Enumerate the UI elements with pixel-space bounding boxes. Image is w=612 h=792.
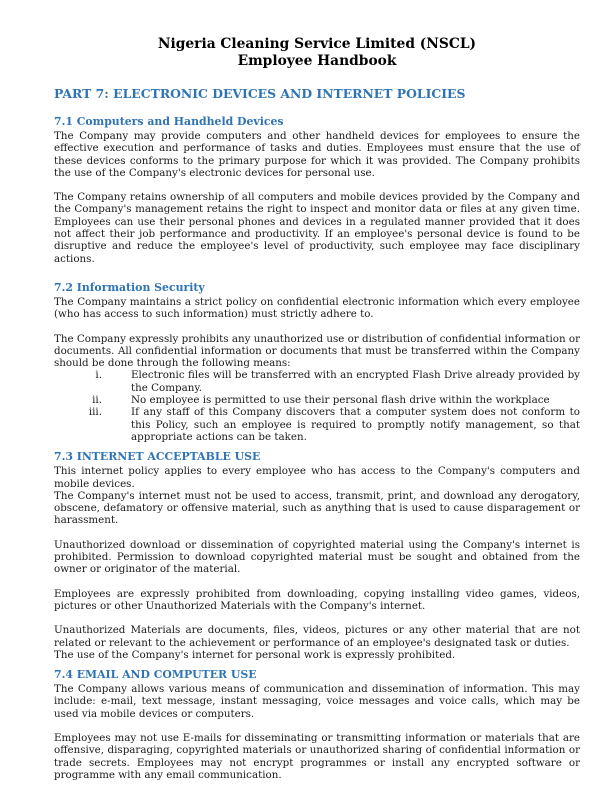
- list-item: [54, 406, 580, 443]
- section-heading: 7.4 EMAIL AND COMPUTER USE: [54, 668, 257, 682]
- list-marker: iii.: [88, 406, 102, 419]
- document-title: [54, 36, 580, 69]
- list-item: [54, 369, 580, 394]
- document-title-line2: Employee Handbook: [237, 52, 397, 69]
- paragraph: Employees may not use E-mails for disseminating or transmitting information or materials that are offensive, disparaging, copyrighted materials or unauthorized sharing of confidential information or trade secrets. Employees may not encrypt programmes or install any encrypted software or programme with any email communication.: [54, 731, 580, 781]
- section-heading: 7.2 Information Security: [54, 280, 205, 294]
- paragraph: This internet policy applies to every employee who has access to the Company's computers and mobile devices.: [54, 465, 580, 490]
- part-heading: PART 7: ELECTRONIC DEVICES AND INTERNET POLICIES: [54, 86, 466, 101]
- section-heading: 7.3 INTERNET ACCEPTABLE USE: [54, 450, 261, 464]
- paragraph: Unauthorized Materials are documents, files, videos, pictures or any other material that are not related or relevant to the achievement or performance of an employee's designated task or duties.: [54, 624, 580, 649]
- section-email-and-computer-use: [54, 668, 580, 781]
- list-item-text: Electronic files will be transferred with an encrypted Flash Drive already provided by the Company.: [131, 369, 580, 394]
- roman-numeral-list: [54, 369, 580, 443]
- paragraph: The Company retains ownership of all computers and mobile devices provided by the Company and the Company's management retains the right to inspect and monitor data or files at any given time. Employees can use their personal phones and devices in a regulated manner provided that it does not affect their job performance and productivity. If an employee's personal device is found to be disruptive and reduce the employee's level of productivity, such employee may face disciplinary actions.: [54, 191, 580, 265]
- section-computers-handheld-devices: [54, 115, 580, 265]
- paragraph: The Company maintains a strict policy on confidential electronic information which every employee (who has access to such information) must strictly adhere to.: [54, 295, 580, 321]
- paragraph: Employees are expressly prohibited from downloading, copying installing video games, videos, pictures or other Unauthorized Materials with the Company's internet.: [54, 587, 580, 612]
- paragraph: The Company may provide computers and other handheld devices for employees to ensure the effective execution and performance of tasks and duties. Employees must ensure that the use of these devices conforms to the primary purpose for which it was provided. The Company prohibits the use of the Company's electronic devices for personal use.: [54, 130, 580, 179]
- paragraph: The Company allows various means of communication and dissemination of information. This may include: e-mail, text message, instant messaging, voice messages and voice calls, which may be used via mobile devices or computers.: [54, 683, 580, 720]
- list-item-text: If any staff of this Company discovers that a computer system does not conform to this Policy, such an employee is required to promptly notify management, so that appropriate actions can be taken.: [131, 406, 580, 443]
- section-heading: 7.1 Computers and Handheld Devices: [54, 115, 284, 128]
- paragraph: The Company's internet must not be used to access, transmit, print, and download any derogatory, obscene, defamatory or offensive material, such as anything that is used to cause disparagement or harassment.: [54, 489, 580, 527]
- paragraph: The use of the Company's internet for personal work is expressly prohibited.: [54, 648, 456, 661]
- paragraph: The Company expressly prohibits any unauthorized use or distribution of confidential information or documents. All confidential information or documents that must be transferred within the Company should be done through the following means:: [54, 332, 580, 370]
- list-item-text: No employee is permitted to use their personal flash drive within the workplace: [131, 394, 550, 407]
- list-marker: ii.: [92, 394, 102, 407]
- list-marker: i.: [95, 369, 102, 382]
- document-title-line1: Nigeria Cleaning Service Limited (NSCL): [157, 36, 477, 52]
- section-internet-acceptable-use: [54, 450, 580, 661]
- list-item: [54, 394, 580, 406]
- section-information-security: [54, 281, 580, 443]
- paragraph: Unauthorized download or dissemination of copyrighted material using the Company's internet is prohibited. Permission to download copyrighted material must be sought and obtained from the owner or originator of the material.: [54, 538, 580, 576]
